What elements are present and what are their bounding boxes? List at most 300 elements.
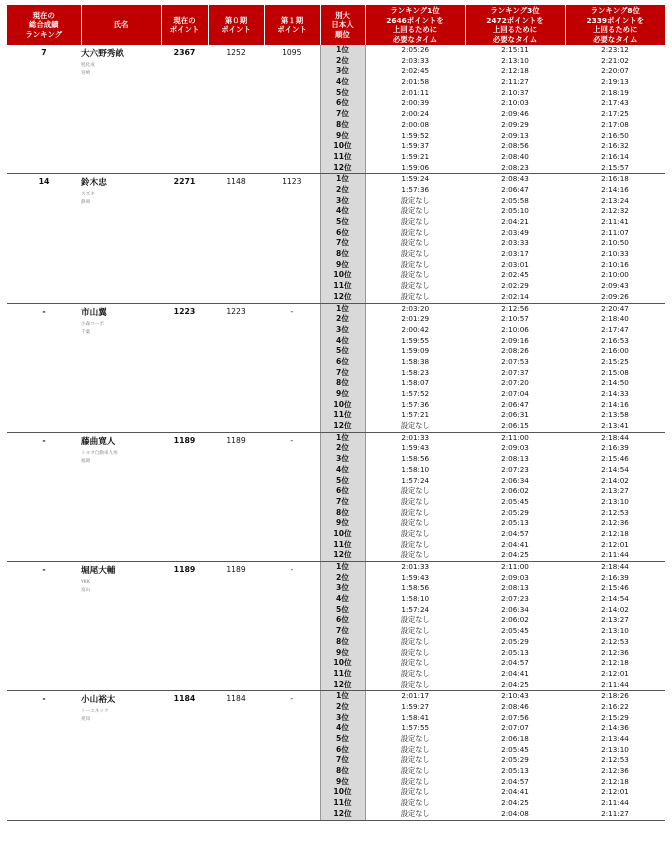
runner-name: 鈴木忠 [81, 178, 107, 189]
jp-rank-cell: 4位 [336, 206, 349, 216]
header-target-rank8: ランキング8位 2339ポイントを 上回るために 必要なタイム [565, 5, 665, 45]
time-cell: 2:04:21 [501, 217, 529, 226]
time-cell: 2:06:34 [501, 604, 529, 614]
current-points-cell: 1184 [161, 691, 208, 820]
time-cell: 2:04:25 [501, 550, 529, 560]
time-cell: 1:59:24 [401, 174, 430, 184]
period0-points-cell: 1148 [208, 174, 264, 303]
jp-rank-cell: 8位 [336, 119, 349, 129]
current-rank-cell: - [7, 691, 81, 820]
runner-name: 藤曲寛人 [81, 436, 116, 447]
time-cell: 2:11:07 [601, 227, 629, 237]
jp-rank-cell: 8位 [336, 507, 349, 517]
time-cell: 設定なし [400, 787, 430, 797]
header-target-rank1: ランキング1位 2646ポイントを 上回るために 必要なタイム [365, 5, 465, 45]
runner-region: 富山 [81, 588, 91, 593]
time-cell: 設定なし [400, 626, 430, 636]
time-cell: 設定なし [400, 217, 430, 226]
period0-points-cell: 1252 [208, 45, 264, 174]
target-rank3-column [465, 45, 565, 174]
jp-rank-cell: 11位 [333, 539, 352, 549]
time-cell: 2:19:13 [601, 77, 629, 87]
time-cell: 2:07:23 [501, 594, 529, 604]
jp-rank-cell: 9位 [336, 259, 349, 269]
time-cell: 2:00:08 [401, 119, 430, 129]
time-cell: 2:11:44 [601, 798, 629, 808]
jp-rank-cell: 8位 [336, 636, 349, 646]
target-rank8-column [565, 45, 665, 174]
time-cell: 1:57:21 [401, 410, 430, 420]
time-cell: 2:14:16 [601, 399, 629, 409]
period1-points-cell: 1095 [264, 45, 320, 174]
time-cell: 2:06:18 [501, 734, 529, 743]
jp-rank-cell: 9位 [336, 130, 349, 140]
time-cell: 設定なし [400, 734, 430, 743]
time-cell: 1:58:56 [401, 583, 430, 593]
time-cell: 設定なし [400, 421, 430, 431]
time-cell: 設定なし [400, 249, 430, 259]
jp-rank-cell: 6位 [336, 98, 349, 108]
runner-row [7, 562, 665, 691]
time-cell: 設定なし [400, 507, 430, 517]
jp-rank-cell: 2位 [336, 701, 349, 711]
time-cell: 2:16:39 [601, 572, 629, 582]
runner-name-cell [81, 45, 161, 174]
time-cell: 1:57:52 [401, 389, 430, 398]
header-row [7, 5, 665, 45]
time-cell: 2:12:01 [601, 668, 629, 678]
jp-rank-column [320, 45, 365, 174]
runner-team: トヨタ自動車九州 [81, 450, 118, 456]
current-rank-cell: - [7, 562, 81, 691]
time-cell: 設定なし [400, 496, 430, 506]
time-cell: 2:18:44 [601, 562, 629, 571]
jp-rank-cell: 10位 [333, 787, 352, 797]
time-cell: 2:18:44 [601, 432, 629, 442]
time-cell: 2:06:02 [501, 615, 529, 625]
time-cell: 2:16:18 [601, 174, 629, 184]
time-cell: 2:05:58 [501, 195, 529, 205]
target-rank1-column [365, 691, 465, 820]
runner-row [7, 303, 665, 432]
time-cell: 設定なし [400, 798, 430, 808]
current-points-cell: 2367 [161, 45, 208, 174]
jp-rank-cell: 1位 [336, 303, 349, 313]
time-cell: 2:12:18 [601, 658, 629, 668]
time-cell: 設定なし [400, 808, 430, 818]
runner-name-cell [81, 432, 161, 561]
time-cell: 2:08:56 [501, 141, 529, 151]
jp-rank-cell: 2位 [336, 443, 349, 453]
runner-name-cell [81, 691, 161, 820]
time-cell: 2:15:46 [601, 454, 629, 464]
header-best-jp-rank: 別大 日本人 順位 [320, 5, 365, 45]
period0-points-cell: 1223 [208, 303, 264, 432]
time-cell: 2:01:33 [401, 432, 430, 442]
jp-rank-cell: 5位 [336, 604, 349, 614]
jp-rank-cell: 6位 [336, 486, 349, 496]
time-cell: 設定なし [400, 518, 430, 528]
runner-row [7, 174, 665, 303]
jp-rank-cell: 11位 [333, 798, 352, 808]
time-cell: 2:06:02 [501, 486, 529, 496]
time-cell: 2:01:17 [401, 691, 430, 701]
time-cell: 2:07:37 [501, 367, 529, 377]
period1-points-cell: - [264, 432, 320, 561]
time-cell: 2:11:44 [601, 550, 629, 560]
time-cell: 2:13:10 [601, 496, 629, 506]
jp-rank-cell: 1位 [336, 174, 349, 184]
time-cell: 2:04:41 [501, 787, 529, 797]
time-cell: 2:05:10 [501, 206, 529, 216]
jp-rank-cell: 4位 [336, 464, 349, 474]
time-cell: 2:14:16 [601, 184, 629, 194]
time-cell: 設定なし [400, 776, 430, 786]
jp-rank-cell: 8位 [336, 378, 349, 388]
time-cell: 2:15:25 [601, 356, 629, 366]
time-cell: 2:04:25 [501, 679, 529, 689]
time-cell: 2:11:00 [501, 562, 529, 571]
current-rank-cell: 7 [7, 45, 81, 174]
time-cell: 2:08:23 [501, 162, 529, 172]
time-cell: 2:10:50 [601, 238, 629, 248]
time-cell: 2:10:37 [501, 87, 529, 97]
time-cell: 2:00:24 [401, 109, 430, 119]
time-cell: 設定なし [400, 647, 430, 657]
time-cell: 2:16:14 [601, 151, 629, 161]
runner-name: 大六野秀畝 [81, 49, 124, 59]
current-rank-cell: - [7, 303, 81, 432]
target-rank8-column [565, 174, 665, 303]
runner-name-cell [81, 303, 161, 432]
jp-rank-cell: 8位 [336, 766, 349, 776]
time-cell: 2:05:45 [501, 744, 529, 754]
time-cell: 2:17:43 [601, 98, 629, 108]
time-cell: 2:12:36 [601, 766, 629, 776]
jp-rank-cell: 2位 [336, 572, 349, 582]
time-cell: 2:07:56 [501, 712, 529, 722]
time-cell: 2:03:33 [501, 238, 529, 248]
time-cell: 2:12:36 [601, 518, 629, 528]
runner-name-cell [81, 562, 161, 691]
runner-team: スズキ [81, 192, 95, 198]
time-cell: 設定なし [400, 755, 430, 765]
time-cell: 2:13:58 [601, 410, 629, 420]
jp-rank-cell: 6位 [336, 227, 349, 237]
time-cell: 2:05:29 [501, 755, 529, 765]
time-cell: 2:07:20 [501, 378, 529, 388]
time-cell: 2:04:57 [501, 658, 529, 668]
runner-region: 宮崎 [81, 71, 91, 76]
jp-rank-cell: 9位 [336, 518, 349, 528]
time-cell: 2:09:43 [601, 281, 629, 291]
jp-rank-cell: 2位 [336, 55, 349, 65]
time-cell: 2:09:03 [501, 572, 529, 582]
period0-points-cell: 1189 [208, 432, 264, 561]
time-cell: 2:08:13 [501, 454, 529, 464]
runner-team: 旭化成 [81, 63, 95, 68]
runner-region: 静岡 [81, 200, 91, 206]
time-cell: 1:57:55 [401, 723, 430, 733]
current-points-cell: 2271 [161, 174, 208, 303]
time-cell: 2:18:19 [601, 87, 629, 97]
time-cell: 1:57:24 [401, 604, 430, 614]
jp-rank-cell: 12位 [333, 808, 352, 818]
time-cell: 2:23:12 [601, 45, 629, 54]
time-cell: 2:09:03 [501, 443, 529, 453]
time-cell: 2:18:40 [601, 314, 629, 324]
header-name: 氏名 [81, 5, 161, 45]
jp-rank-cell: 3位 [336, 195, 349, 205]
header-period0-points: 第０期 ポイント [208, 5, 264, 45]
jp-rank-cell: 1位 [336, 45, 349, 54]
time-cell: 2:04:57 [501, 776, 529, 786]
time-cell: 1:58:07 [401, 378, 430, 388]
target-rank3-column [465, 303, 565, 432]
runner-row [7, 45, 665, 174]
jp-rank-cell: 7位 [336, 238, 349, 248]
time-cell: 2:05:45 [501, 626, 529, 636]
time-cell: 設定なし [400, 766, 430, 776]
time-cell: 設定なし [400, 550, 430, 560]
time-cell: 2:14:33 [601, 389, 629, 398]
time-cell: 1:58:23 [401, 367, 430, 377]
jp-rank-cell: 4位 [336, 594, 349, 604]
jp-rank-cell: 3位 [336, 454, 349, 464]
time-cell: 1:57:36 [401, 399, 430, 409]
time-cell: 2:08:40 [501, 151, 529, 161]
time-cell: 2:07:53 [501, 356, 529, 366]
time-cell: 2:15:08 [601, 367, 629, 377]
time-cell: 1:59:37 [401, 141, 430, 151]
jp-rank-column [320, 562, 365, 691]
time-cell: 設定なし [400, 227, 430, 237]
time-cell: 2:07:04 [501, 389, 529, 398]
jp-rank-cell: 10位 [333, 399, 352, 409]
time-cell: 2:20:07 [601, 66, 629, 76]
time-cell: 1:58:41 [401, 712, 430, 722]
runner-region: 愛知 [81, 717, 91, 723]
time-cell: 設定なし [400, 486, 430, 496]
time-cell: 2:12:01 [601, 787, 629, 797]
jp-rank-cell: 12位 [333, 162, 352, 172]
time-cell: 2:05:45 [501, 496, 529, 506]
time-cell: 2:13:24 [601, 195, 629, 205]
time-cell: 2:10:57 [501, 314, 529, 324]
jp-rank-cell: 11位 [333, 151, 352, 161]
time-cell: 2:16:50 [601, 130, 629, 140]
time-cell: 設定なし [400, 539, 430, 549]
target-rank8-column [565, 303, 665, 432]
jp-rank-cell: 3位 [336, 66, 349, 76]
time-cell: 1:58:10 [401, 464, 430, 474]
time-cell: 2:06:34 [501, 475, 529, 485]
runner-name: 小山裕太 [81, 695, 116, 706]
jp-rank-cell: 7位 [336, 755, 349, 765]
jp-rank-cell: 11位 [333, 668, 352, 678]
time-cell: 2:12:18 [601, 776, 629, 786]
time-cell: 2:05:26 [401, 45, 430, 54]
jp-rank-cell: 8位 [336, 249, 349, 259]
time-cell: 2:14:36 [601, 723, 629, 733]
time-cell: 2:03:49 [501, 227, 529, 237]
time-cell: 2:07:23 [501, 464, 529, 474]
runner-team: トーエネック [81, 709, 109, 715]
time-cell: 2:13:41 [601, 421, 629, 431]
time-cell: 2:16:53 [601, 335, 629, 345]
time-cell: 2:03:17 [501, 249, 529, 259]
time-cell: 2:11:00 [501, 432, 529, 442]
time-cell: 2:13:27 [601, 486, 629, 496]
ranking-table [7, 5, 665, 821]
header-current-points: 現在の ポイント [161, 5, 208, 45]
time-cell: 2:03:01 [501, 259, 529, 269]
time-cell: 設定なし [400, 636, 430, 646]
time-cell: 設定なし [400, 615, 430, 625]
target-rank1-column [365, 432, 465, 561]
time-cell: 2:14:50 [601, 378, 629, 388]
time-cell: 設定なし [400, 291, 430, 301]
time-cell: 2:03:33 [401, 55, 430, 65]
current-rank-cell: - [7, 432, 81, 561]
time-cell: 2:11:41 [601, 217, 629, 226]
time-cell: 1:58:56 [401, 454, 430, 464]
time-cell: 設定なし [400, 195, 430, 205]
runner-row [7, 691, 665, 820]
time-cell: 1:59:55 [401, 335, 430, 345]
time-cell: 2:14:02 [601, 475, 629, 485]
jp-rank-cell: 4位 [336, 335, 349, 345]
time-cell: 1:58:10 [401, 594, 430, 604]
time-cell: 2:07:07 [501, 723, 529, 733]
time-cell: 1:59:52 [401, 130, 430, 140]
header-period1-points: 第１期 ポイント [264, 5, 320, 45]
time-cell: 設定なし [400, 679, 430, 689]
current-points-cell: 1189 [161, 562, 208, 691]
target-rank8-column [565, 691, 665, 820]
time-cell: 設定なし [400, 658, 430, 668]
period1-points-cell: 1123 [264, 174, 320, 303]
period0-points-cell: 1184 [208, 691, 264, 820]
time-cell: 2:18:26 [601, 691, 629, 701]
time-cell: 2:09:46 [501, 109, 529, 119]
time-cell: 2:00:39 [401, 98, 430, 108]
time-cell: 1:59:27 [401, 701, 430, 711]
jp-rank-cell: 3位 [336, 583, 349, 593]
runner-team: 小森コーポ [81, 321, 104, 327]
time-cell: 2:13:44 [601, 734, 629, 743]
runner-region: 千葉 [81, 329, 91, 335]
target-rank8-column [565, 562, 665, 691]
target-rank8-column [565, 432, 665, 561]
time-cell: 2:01:11 [401, 87, 430, 97]
time-cell: 2:10:03 [501, 98, 529, 108]
target-rank3-column [465, 432, 565, 561]
time-cell: 2:01:29 [401, 314, 430, 324]
time-cell: 2:12:53 [601, 507, 629, 517]
runner-region: 福岡 [81, 458, 91, 464]
time-cell: 設定なし [400, 259, 430, 269]
jp-rank-cell: 7位 [336, 109, 349, 119]
time-cell: 設定なし [400, 281, 430, 291]
time-cell: 2:08:43 [501, 174, 529, 184]
period1-points-cell: - [264, 303, 320, 432]
time-cell: 2:09:13 [501, 130, 529, 140]
time-cell: 2:05:29 [501, 507, 529, 517]
time-cell: 1:59:06 [401, 162, 430, 172]
jp-rank-cell: 12位 [333, 421, 352, 431]
jp-rank-cell: 7位 [336, 626, 349, 636]
runner-name-cell [81, 174, 161, 303]
target-rank3-column [465, 562, 565, 691]
time-cell: 2:15:11 [501, 45, 529, 54]
header-current-rank: 現在の 総合成績 ランキング [7, 5, 81, 45]
time-cell: 2:14:02 [601, 604, 629, 614]
header-target-rank3: ランキング3位 2472ポイントを 上回るために 必要なタイム [465, 5, 565, 45]
current-points-cell: 1189 [161, 432, 208, 561]
runner-name: 市山翼 [81, 307, 107, 318]
period1-points-cell: - [264, 562, 320, 691]
time-cell: 2:09:26 [601, 291, 629, 301]
time-cell: 設定なし [400, 744, 430, 754]
runner-team: YKK [81, 580, 90, 585]
jp-rank-cell: 4位 [336, 723, 349, 733]
time-cell: 設定なし [400, 206, 430, 216]
time-cell: 2:02:29 [501, 281, 529, 291]
time-cell: 2:20:47 [601, 303, 629, 313]
target-rank1-column [365, 562, 465, 691]
time-cell: 2:12:32 [601, 206, 629, 216]
target-rank1-column [365, 303, 465, 432]
time-cell: 2:16:39 [601, 443, 629, 453]
jp-rank-cell: 11位 [333, 281, 352, 291]
jp-rank-cell: 3位 [336, 712, 349, 722]
jp-rank-cell: 5位 [336, 734, 349, 743]
jp-rank-cell: 9位 [336, 389, 349, 398]
jp-rank-cell: 1位 [336, 562, 349, 571]
time-cell: 2:06:15 [501, 421, 529, 431]
time-cell: 2:04:41 [501, 668, 529, 678]
time-cell: 設定なし [400, 528, 430, 538]
current-rank-cell: 14 [7, 174, 81, 303]
jp-rank-cell: 6位 [336, 356, 349, 366]
table-body [7, 45, 665, 820]
target-rank1-column [365, 174, 465, 303]
target-rank1-column [365, 45, 465, 174]
time-cell: 2:12:01 [601, 539, 629, 549]
runner-row [7, 432, 665, 561]
time-cell: 2:17:47 [601, 324, 629, 334]
time-cell: 設定なし [400, 668, 430, 678]
time-cell: 1:59:43 [401, 572, 430, 582]
jp-rank-cell: 10位 [333, 270, 352, 280]
jp-rank-cell: 2位 [336, 184, 349, 194]
time-cell: 2:08:26 [501, 346, 529, 356]
time-cell: 2:00:42 [401, 324, 430, 334]
time-cell: 2:16:32 [601, 141, 629, 151]
jp-rank-cell: 3位 [336, 324, 349, 334]
current-points-cell: 1223 [161, 303, 208, 432]
jp-rank-cell: 6位 [336, 744, 349, 754]
time-cell: 2:16:00 [601, 346, 629, 356]
time-cell: 2:06:31 [501, 410, 529, 420]
time-cell: 2:03:20 [401, 303, 430, 313]
time-cell: 2:11:44 [601, 679, 629, 689]
time-cell: 2:04:57 [501, 528, 529, 538]
jp-rank-cell: 1位 [336, 691, 349, 701]
time-cell: 2:05:13 [501, 647, 529, 657]
time-cell: 2:04:08 [501, 808, 529, 818]
